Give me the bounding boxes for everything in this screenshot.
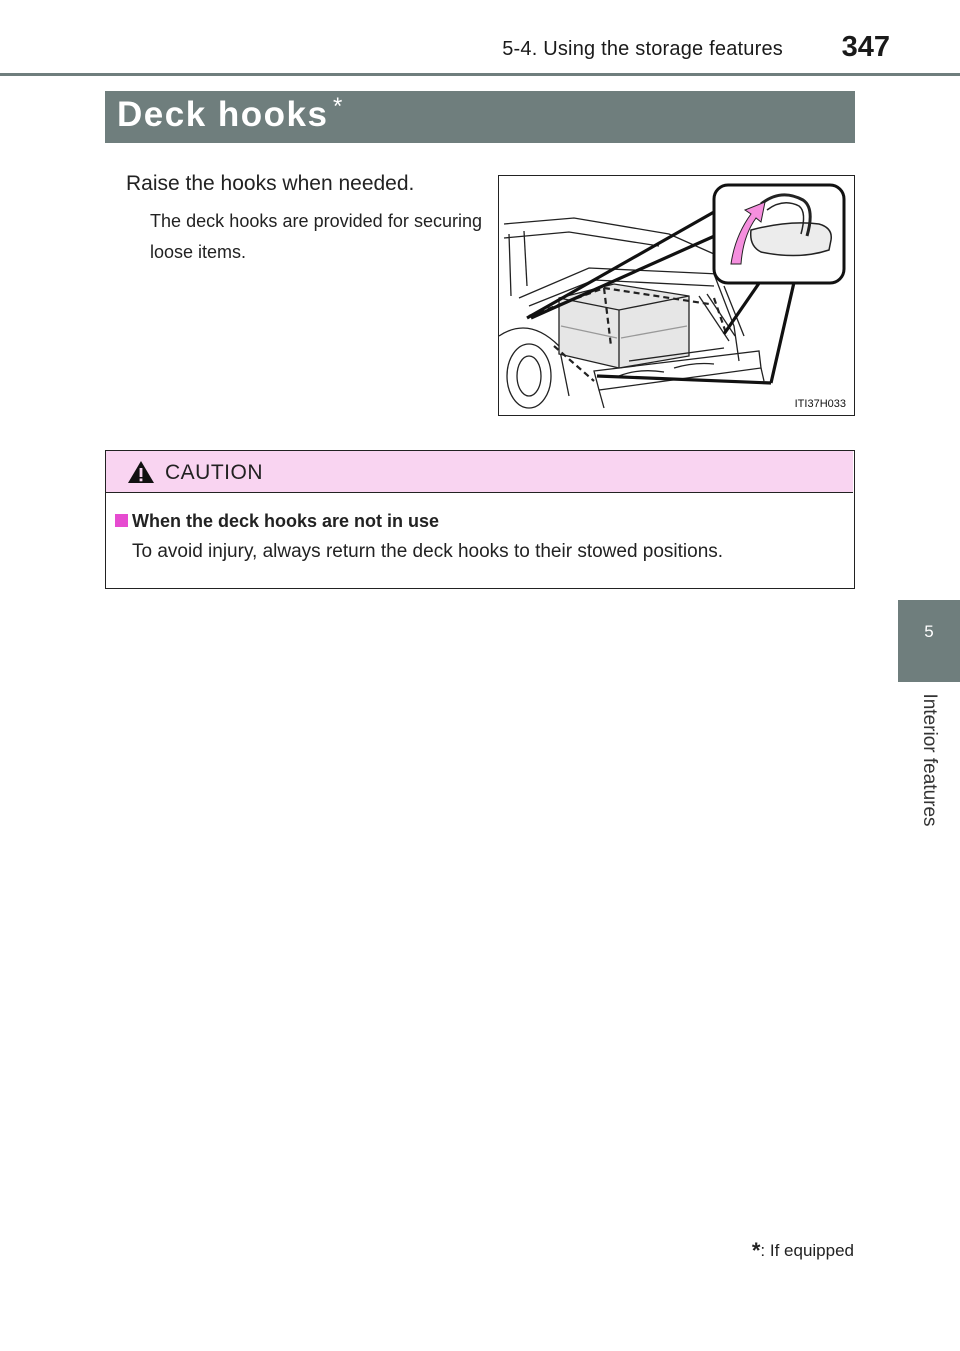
title-bar: [105, 91, 855, 143]
caution-subheading: When the deck hooks are not in use: [132, 511, 440, 531]
caution-header: [106, 451, 853, 493]
bullet-square-icon: [115, 514, 128, 527]
section-heading: 5-4. Using the storage features: [502, 38, 783, 60]
footnote: [752, 1238, 854, 1264]
warning-triangle-icon: [126, 459, 156, 490]
caution-body: To avoid injury, always return the deck hooks to their stowed positions.: [132, 541, 724, 562]
page-number: 347: [841, 31, 890, 63]
deck-hooks-illustration: [498, 175, 855, 416]
pickup-bed-drawing: [499, 176, 855, 416]
caution-box: [105, 450, 855, 589]
footnote-text: : If equipped: [760, 1241, 854, 1260]
header-divider: [0, 73, 960, 76]
chapter-tab[interactable]: [898, 600, 960, 682]
chapter-number: 5: [924, 622, 934, 641]
footnote-asterisk-icon: *: [751, 1238, 761, 1263]
equipped-asterisk-icon: *: [333, 93, 343, 120]
figure-code: ITI37H033: [794, 398, 846, 410]
lead-instruction: Raise the hooks when needed.: [126, 172, 415, 195]
page-title: Deck hooks: [117, 95, 329, 134]
chapter-title: Interior features: [919, 693, 940, 827]
description-text: The deck hooks are provided for securing loose items.: [150, 211, 482, 262]
caution-title: CAUTION: [165, 461, 263, 484]
